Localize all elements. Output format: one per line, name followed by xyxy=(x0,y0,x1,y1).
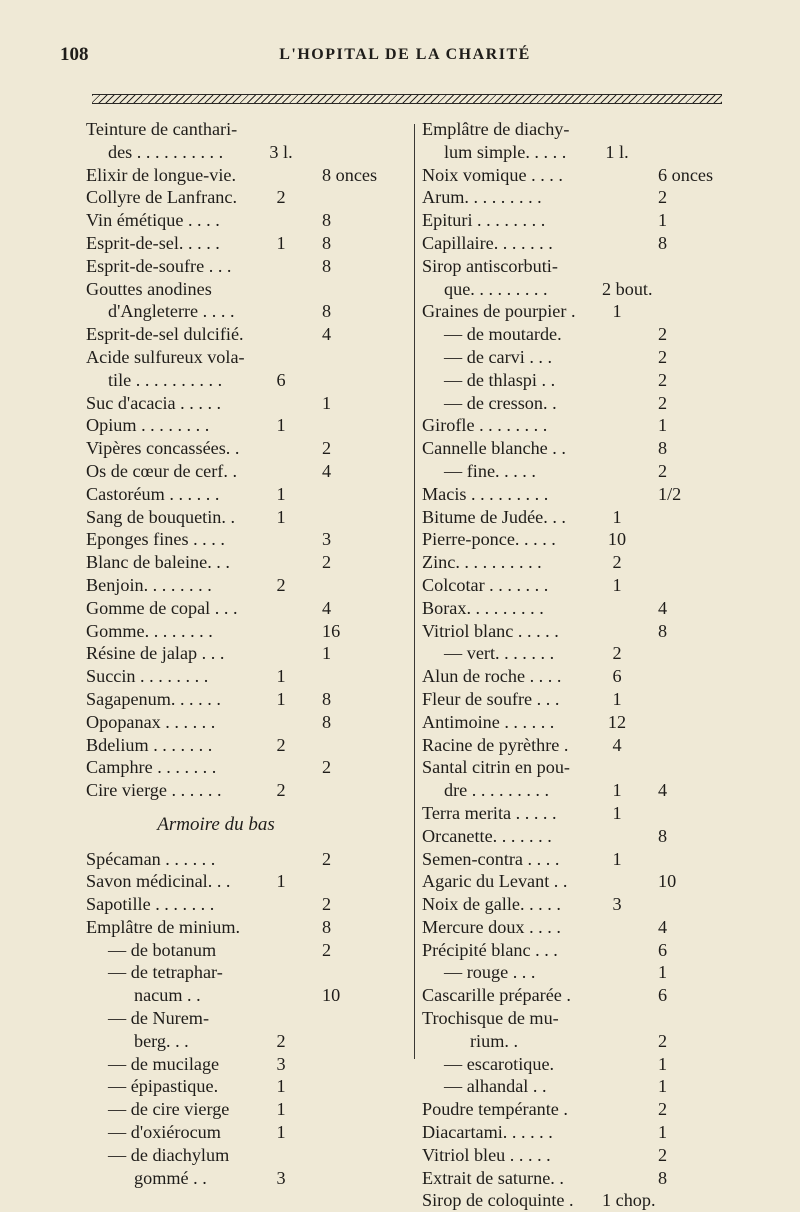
item-name: Alun de roche . . . . xyxy=(422,666,562,687)
quantity-secondary: 6 xyxy=(658,939,668,960)
item-name: tile . . . . . . . . . . xyxy=(108,369,223,390)
quantity-secondary: 2 xyxy=(322,552,332,573)
quantity-primary: 1 xyxy=(276,1099,286,1120)
item-name: Emplâtre de diachy- xyxy=(422,119,570,139)
item-name: — de cresson. . xyxy=(444,392,557,413)
item-name: Castoréum . . . . . . xyxy=(86,483,220,504)
item-name: — fine. . . . . xyxy=(444,460,536,481)
item-name: — de cire vierge xyxy=(108,1099,230,1120)
list-item xyxy=(86,756,406,779)
item-name: — alhandal . . xyxy=(444,1076,547,1097)
list-item xyxy=(86,597,406,620)
quantity-primary: 6 xyxy=(612,666,622,687)
right-column xyxy=(422,118,762,1212)
quantity-primary: 3 xyxy=(276,1053,286,1074)
quantity-secondary: 8 xyxy=(322,232,332,253)
list-item xyxy=(422,1098,762,1121)
item-name: des . . . . . . . . . . xyxy=(108,141,224,162)
list-item xyxy=(422,961,762,984)
list-item xyxy=(422,118,762,141)
list-item xyxy=(422,848,762,871)
item-name: Graines de pourpier . xyxy=(422,301,576,322)
quantity-secondary: 16 xyxy=(322,620,341,641)
list-item xyxy=(86,870,406,893)
item-name: Racine de pyrèthre . xyxy=(422,734,569,755)
list-item xyxy=(422,779,762,802)
quantity-primary: 1 xyxy=(276,506,286,527)
item-name: dre . . . . . . . . . xyxy=(444,780,550,801)
quantity-secondary: 8 xyxy=(658,1167,668,1188)
item-name: Sang de bouquetin. . xyxy=(86,506,236,527)
quantity-secondary: 2 xyxy=(658,369,668,390)
quantity-secondary: 2 xyxy=(658,1099,668,1120)
quantity-primary: 3 l. xyxy=(269,141,293,162)
item-name: Vin émétique . . . . xyxy=(86,210,220,231)
list-item xyxy=(86,1053,406,1076)
item-name: Mercure doux . . . . xyxy=(422,916,561,937)
item-name: — épipastique. xyxy=(108,1076,219,1097)
list-item xyxy=(422,984,762,1007)
quantity-secondary: 1 xyxy=(658,1053,668,1074)
item-name: Pierre-ponce. . . . . xyxy=(422,529,556,550)
quantity-secondary: 1 xyxy=(658,962,668,983)
list-item xyxy=(86,437,406,460)
item-name: Epituri . . . . . . . . xyxy=(422,210,546,231)
list-item xyxy=(422,369,762,392)
item-name: Bdelium . . . . . . . xyxy=(86,734,213,755)
list-item xyxy=(422,392,762,415)
quantity-secondary: 1/2 xyxy=(658,483,682,504)
list-item xyxy=(86,893,406,916)
item-name: Sirop antiscorbuti- xyxy=(422,255,558,276)
quantity-primary: 4 xyxy=(612,734,622,755)
quantity-secondary: 8 onces xyxy=(322,164,378,185)
quantity-secondary: 1 xyxy=(658,1122,668,1143)
list-item xyxy=(86,984,406,1007)
quantity-primary: 1 xyxy=(612,506,622,527)
quantity-primary: 1 xyxy=(276,1122,286,1143)
quantity-secondary: 8 xyxy=(658,438,668,459)
list-item xyxy=(422,893,762,916)
item-name: Camphre . . . . . . . xyxy=(86,757,217,778)
item-name: que. . . . . . . . . xyxy=(444,278,548,299)
item-name: Vitriol bleu . . . . . xyxy=(422,1144,551,1165)
quantity-secondary: 8 xyxy=(658,232,668,253)
list-item xyxy=(422,574,762,597)
quantity-primary: 1 xyxy=(612,574,622,595)
item-name: Agaric du Levant . . xyxy=(422,871,568,892)
list-item xyxy=(422,232,762,255)
left-item-list-2 xyxy=(86,848,406,1190)
list-item xyxy=(422,711,762,734)
item-name: — rouge . . . xyxy=(444,962,536,983)
list-item xyxy=(422,551,762,574)
list-item xyxy=(422,186,762,209)
list-item xyxy=(422,300,762,323)
quantity-secondary: 1 xyxy=(658,1076,668,1097)
list-item xyxy=(86,186,406,209)
list-item xyxy=(86,779,406,802)
item-name: Benjoin. . . . . . . . xyxy=(86,574,212,595)
quantity-primary: 1 xyxy=(612,848,622,869)
item-name: Bitume de Judée. . . xyxy=(422,506,566,527)
item-name: Macis . . . . . . . . . xyxy=(422,483,549,504)
list-item xyxy=(422,642,762,665)
list-item xyxy=(422,825,762,848)
quantity-primary: 2 bout. xyxy=(602,278,653,299)
list-item xyxy=(86,961,406,984)
list-item xyxy=(86,323,406,346)
list-item xyxy=(86,665,406,688)
list-item xyxy=(86,118,406,141)
list-item xyxy=(422,1121,762,1144)
quantity-secondary: 3 xyxy=(322,529,332,550)
item-name: Esprit-de-sel. . . . . xyxy=(86,232,220,253)
list-item xyxy=(86,141,406,164)
quantity-secondary: 4 xyxy=(658,780,668,801)
item-name: nacum . . xyxy=(134,985,201,1006)
list-item xyxy=(86,848,406,871)
item-name: — de moutarde. xyxy=(444,324,562,345)
list-item xyxy=(86,939,406,962)
quantity-primary: 1 xyxy=(276,483,286,504)
item-name: Succin . . . . . . . . xyxy=(86,666,209,687)
list-item xyxy=(422,1053,762,1076)
item-name: Antimoine . . . . . . xyxy=(422,711,555,732)
quantity-primary: 1 xyxy=(276,1076,286,1097)
list-item xyxy=(86,1098,406,1121)
quantity-primary: 2 xyxy=(612,552,622,573)
page-header xyxy=(60,44,750,84)
list-item xyxy=(86,164,406,187)
item-name: Cascarille préparée . xyxy=(422,985,571,1006)
quantity-primary: 3 xyxy=(276,1167,286,1188)
quantity-primary: 2 xyxy=(276,734,286,755)
list-item xyxy=(86,506,406,529)
item-name: — vert. . . . . . . xyxy=(444,643,555,664)
quantity-primary: 1 xyxy=(612,688,622,709)
quantity-primary: 1 l. xyxy=(605,141,629,162)
list-item xyxy=(86,1030,406,1053)
quantity-secondary: 2 xyxy=(658,1030,668,1051)
list-item xyxy=(86,916,406,939)
list-item xyxy=(86,255,406,278)
quantity-primary: 1 xyxy=(276,688,286,709)
quantity-primary: 10 xyxy=(607,529,627,550)
quantity-primary: 2 xyxy=(276,574,286,595)
quantity-secondary: 8 xyxy=(658,825,668,846)
quantity-secondary: 2 xyxy=(658,346,668,367)
item-name: Diacartami. . . . . . xyxy=(422,1122,553,1143)
quantity-primary: 2 xyxy=(276,1030,286,1051)
list-item xyxy=(422,437,762,460)
section-heading: Armoire du bas xyxy=(157,813,275,835)
item-name: Suc d'acacia . . . . . xyxy=(86,392,222,413)
item-name: Noix vomique . . . . xyxy=(422,164,563,185)
list-item xyxy=(86,414,406,437)
item-name: Gomme. . . . . . . . xyxy=(86,620,213,641)
quantity-primary: 1 xyxy=(276,415,286,436)
item-name: — de tetraphar- xyxy=(108,962,223,983)
item-name: rium. . xyxy=(470,1030,518,1051)
quantity-primary: 12 xyxy=(607,711,627,732)
item-name: — de diachylum xyxy=(108,1144,230,1165)
item-name: Sagapenum. . . . . . xyxy=(86,688,221,709)
item-name: d'Angleterre . . . . xyxy=(108,301,235,322)
item-name: Santal citrin en pou- xyxy=(422,757,570,778)
item-name: — de Nurem- xyxy=(108,1008,210,1029)
item-name: — de thlaspi . . xyxy=(444,369,556,390)
item-name: Extrait de saturne. . xyxy=(422,1167,564,1188)
item-name: Orcanette. . . . . . . xyxy=(422,825,552,846)
list-item xyxy=(422,164,762,187)
list-item xyxy=(422,1189,762,1212)
quantity-primary: 3 xyxy=(612,894,622,915)
quantity-secondary: 8 xyxy=(322,916,332,937)
quantity-primary: 1 xyxy=(276,232,286,253)
item-name: Sapotille . . . . . . . xyxy=(86,894,215,915)
item-name: Vipères concassées. . xyxy=(86,438,240,459)
quantity-secondary: 8 xyxy=(322,210,332,231)
item-name: Capillaire. . . . . . . xyxy=(422,232,553,253)
list-item xyxy=(422,620,762,643)
quantity-primary: 1 xyxy=(612,780,622,801)
item-name: Colcotar . . . . . . . xyxy=(422,574,549,595)
quantity-secondary: 2 xyxy=(658,324,668,345)
item-name: — de botanum xyxy=(108,939,217,960)
quantity-secondary: 8 xyxy=(322,301,332,322)
quantity-primary: 1 xyxy=(612,802,622,823)
right-item-list xyxy=(422,118,762,1212)
list-item xyxy=(422,323,762,346)
item-name: Acide sulfureux vola- xyxy=(86,346,245,367)
list-item xyxy=(86,688,406,711)
list-item xyxy=(86,734,406,757)
item-name: Terra merita . . . . . xyxy=(422,802,557,823)
item-name: Précipité blanc . . . xyxy=(422,939,558,960)
list-item xyxy=(86,528,406,551)
item-name: Borax. . . . . . . . . xyxy=(422,597,544,618)
item-name: Fleur de soufre . . . xyxy=(422,688,560,709)
item-name: Poudre tempérante . xyxy=(422,1099,568,1120)
item-name: berg. . . xyxy=(134,1030,189,1051)
list-item xyxy=(86,369,406,392)
item-name: — de carvi . . . xyxy=(444,346,553,367)
item-name: Collyre de Lanfranc. xyxy=(86,187,237,208)
list-item xyxy=(422,756,762,779)
list-item xyxy=(86,300,406,323)
list-item xyxy=(422,916,762,939)
running-title: L'HOPITAL DE LA CHARITÉ xyxy=(279,46,531,63)
list-item xyxy=(422,1167,762,1190)
list-item xyxy=(86,346,406,369)
quantity-secondary: 8 xyxy=(322,688,332,709)
list-item xyxy=(422,141,762,164)
quantity-secondary: 1 xyxy=(658,415,668,436)
item-name: — d'oxiérocum xyxy=(108,1122,221,1143)
page-number: 108 xyxy=(60,44,89,65)
item-name: Teinture de canthari- xyxy=(86,119,238,139)
list-item xyxy=(86,232,406,255)
quantity-primary: 2 xyxy=(612,643,622,664)
list-item xyxy=(86,1007,406,1030)
list-item xyxy=(86,1144,406,1167)
quantity-secondary: 8 xyxy=(658,620,668,641)
quantity-secondary: 2 xyxy=(322,939,332,960)
list-item xyxy=(86,392,406,415)
quantity-secondary: 2 xyxy=(658,187,668,208)
quantity-secondary: 2 xyxy=(658,460,668,481)
list-item xyxy=(422,460,762,483)
quantity-primary: 2 xyxy=(276,780,286,801)
list-item xyxy=(86,574,406,597)
quantity-secondary: 8 xyxy=(322,711,332,732)
list-item xyxy=(422,414,762,437)
item-name: Gouttes anodines xyxy=(86,278,212,299)
item-name: — de mucilage xyxy=(108,1053,220,1074)
list-item xyxy=(86,620,406,643)
item-name: Cire vierge . . . . . . xyxy=(86,780,222,801)
quantity-secondary: 2 xyxy=(658,1144,668,1165)
quantity-secondary: 1 xyxy=(658,210,668,231)
list-item xyxy=(422,1030,762,1053)
item-name: gommé . . xyxy=(134,1167,207,1188)
quantity-secondary: 4 xyxy=(322,460,332,481)
list-item xyxy=(86,483,406,506)
list-item xyxy=(422,802,762,825)
item-name: Opopanax . . . . . . xyxy=(86,711,216,732)
item-name: Arum. . . . . . . . . xyxy=(422,187,542,208)
left-column xyxy=(86,118,406,1189)
item-name: Esprit-de-soufre . . . xyxy=(86,255,232,276)
list-item xyxy=(422,1075,762,1098)
quantity-secondary: 1 xyxy=(322,392,332,413)
item-name: Sirop de coloquinte . xyxy=(422,1190,574,1211)
quantity-secondary: 8 xyxy=(322,255,332,276)
quantity-secondary: 2 xyxy=(658,392,668,413)
list-item xyxy=(422,688,762,711)
list-item xyxy=(86,1167,406,1190)
quantity-secondary: 10 xyxy=(658,871,677,892)
item-name: Gomme de copal . . . xyxy=(86,597,238,618)
item-name: — escarotique. xyxy=(444,1053,555,1074)
item-name: Elixir de longue-vie. xyxy=(86,164,237,185)
quantity-secondary: 4 xyxy=(322,597,332,618)
quantity-secondary: 2 xyxy=(322,848,332,869)
item-name: Vitriol blanc . . . . . xyxy=(422,620,559,641)
quantity-secondary: 2 xyxy=(322,438,332,459)
list-item xyxy=(422,1007,762,1030)
list-item xyxy=(422,1144,762,1167)
item-name: Cannelle blanche . . xyxy=(422,438,566,459)
quantity-primary: 6 xyxy=(276,369,286,390)
quantity-primary: 1 chop. xyxy=(602,1190,656,1211)
quantity-primary: 1 xyxy=(276,871,286,892)
item-name: lum simple. . . . . xyxy=(444,141,567,162)
item-name: Résine de jalap . . . xyxy=(86,643,225,664)
list-item xyxy=(422,734,762,757)
list-item xyxy=(422,597,762,620)
item-name: Noix de galle. . . . . xyxy=(422,894,561,915)
list-item xyxy=(86,460,406,483)
list-item xyxy=(86,209,406,232)
list-item xyxy=(422,483,762,506)
column-divider xyxy=(414,124,415,1059)
list-item xyxy=(86,642,406,665)
item-name: Spécaman . . . . . . xyxy=(86,848,216,869)
ornament-rule xyxy=(92,94,722,104)
item-name: Emplâtre de minium. xyxy=(86,916,241,937)
item-name: Trochisque de mu- xyxy=(422,1008,559,1029)
quantity-primary: 2 xyxy=(276,187,286,208)
list-item xyxy=(86,1121,406,1144)
list-item xyxy=(422,209,762,232)
quantity-secondary: 6 onces xyxy=(658,164,714,185)
item-name: Zinc. . . . . . . . . . xyxy=(422,552,542,573)
quantity-secondary: 1 xyxy=(322,643,332,664)
list-item xyxy=(422,506,762,529)
quantity-secondary: 6 xyxy=(658,985,668,1006)
list-item xyxy=(422,255,762,278)
item-name: Girofle . . . . . . . . xyxy=(422,415,548,436)
list-item xyxy=(422,870,762,893)
list-item xyxy=(86,1075,406,1098)
list-item xyxy=(86,551,406,574)
list-item xyxy=(422,346,762,369)
quantity-secondary: 2 xyxy=(322,894,332,915)
quantity-primary: 1 xyxy=(612,301,622,322)
list-item xyxy=(422,939,762,962)
item-name: Semen-contra . . . . xyxy=(422,848,560,869)
item-name: Blanc de baleine. . . xyxy=(86,552,230,573)
item-name: Savon médicinal. . . xyxy=(86,871,231,892)
list-item xyxy=(422,665,762,688)
quantity-secondary: 10 xyxy=(322,985,341,1006)
list-item xyxy=(422,278,762,301)
item-name: Os de cœur de cerf. . xyxy=(86,460,237,481)
item-name: Eponges fines . . . . xyxy=(86,529,225,550)
item-name: Opium . . . . . . . . xyxy=(86,415,210,436)
quantity-secondary: 4 xyxy=(322,324,332,345)
left-item-list xyxy=(86,118,406,802)
quantity-secondary: 4 xyxy=(658,597,668,618)
list-item xyxy=(86,711,406,734)
list-item xyxy=(422,528,762,551)
list-item xyxy=(86,278,406,301)
item-name: Esprit-de-sel dulcifié. xyxy=(86,324,244,345)
quantity-secondary: 4 xyxy=(658,916,668,937)
quantity-secondary: 2 xyxy=(322,757,332,778)
quantity-primary: 1 xyxy=(276,666,286,687)
